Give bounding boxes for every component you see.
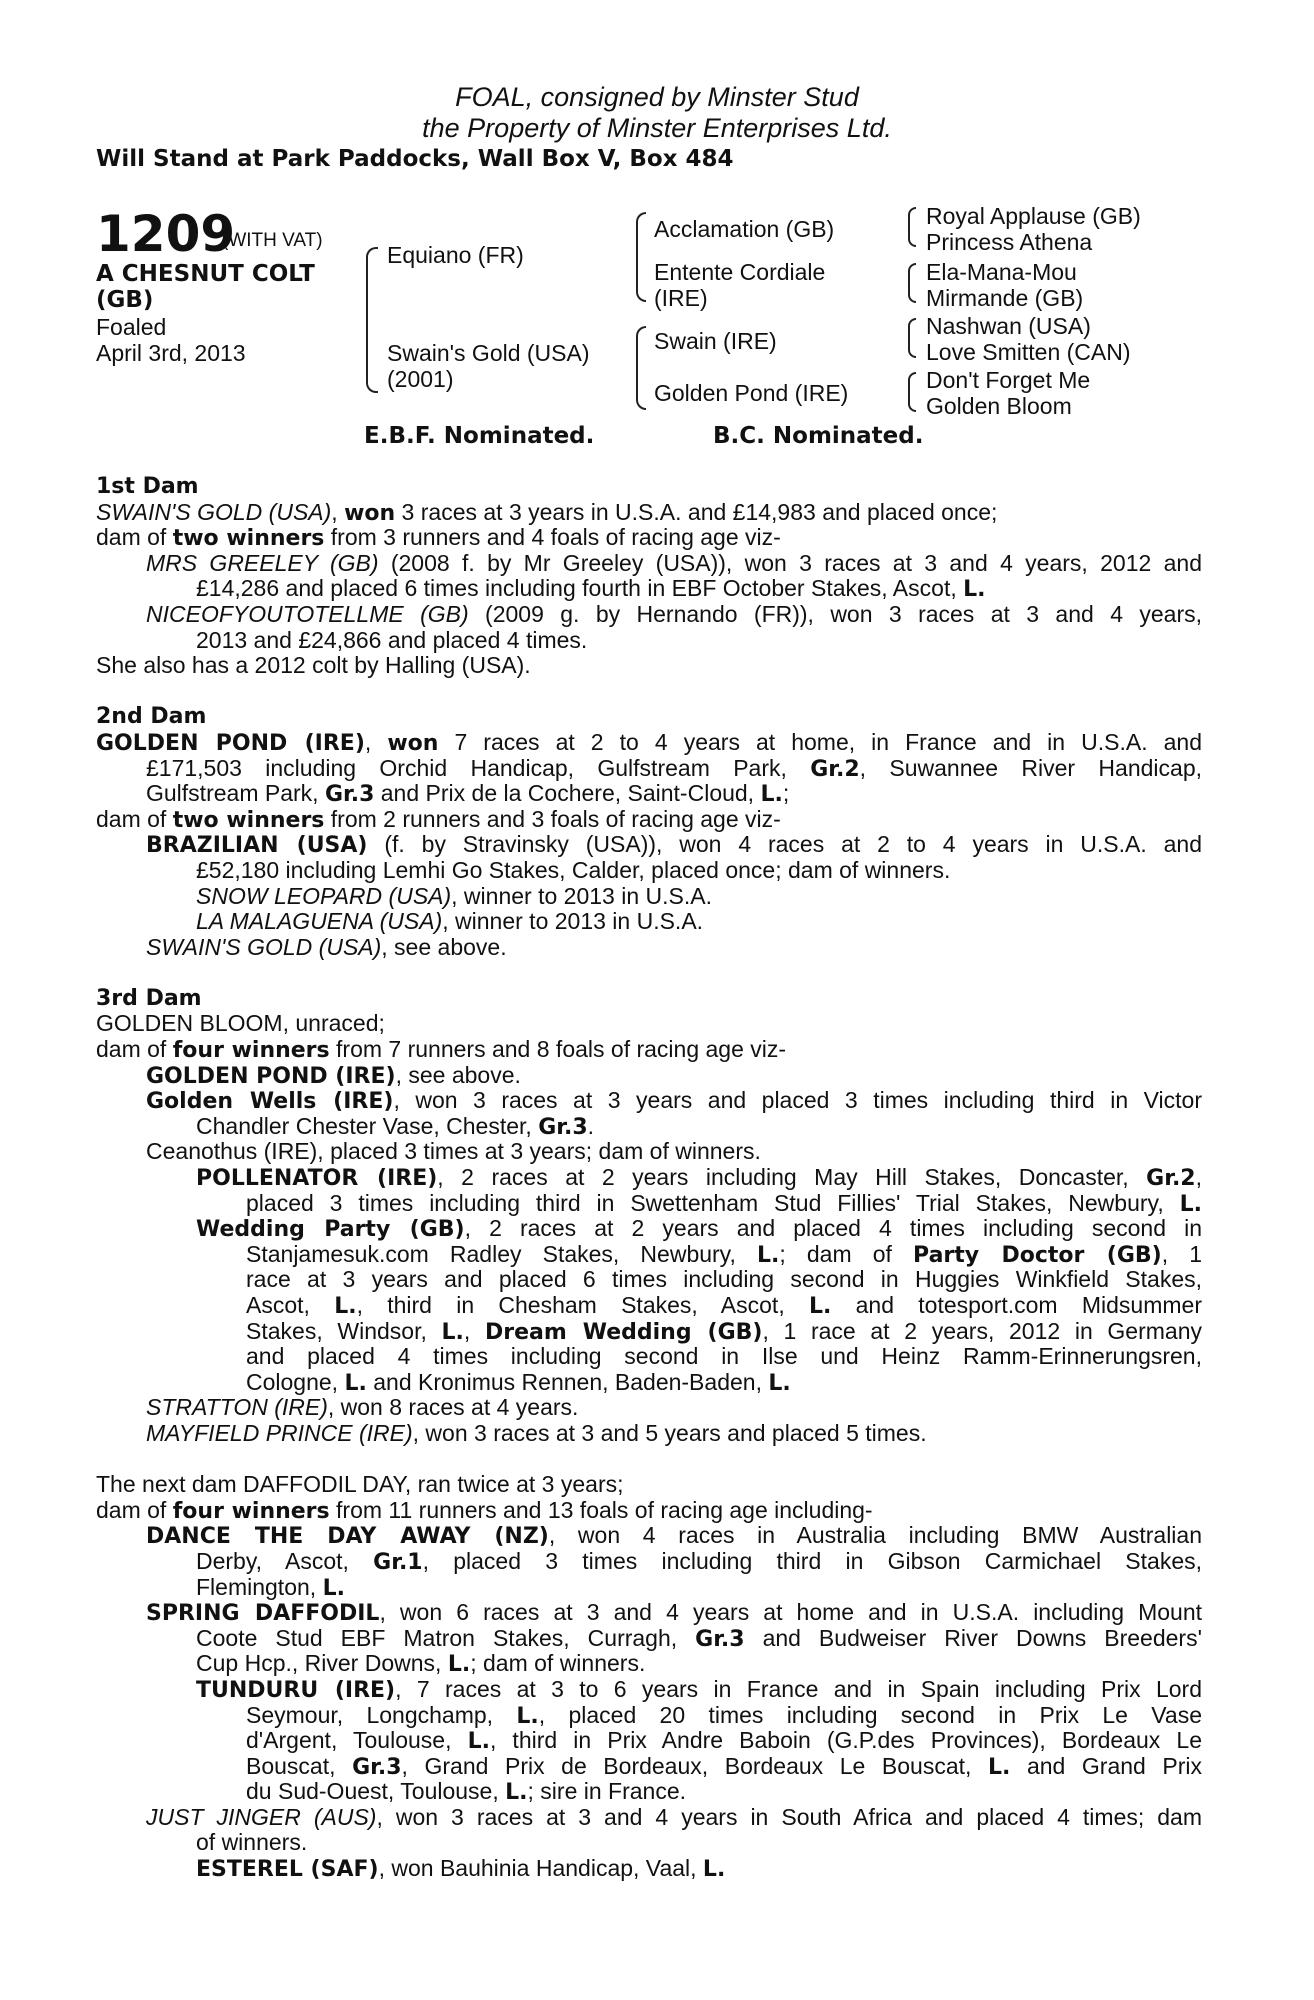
foaled-label: Foaled xyxy=(96,314,167,340)
produce-entry: Ceanothus (IRE), placed 3 times at 3 years; dam of winners. xyxy=(146,1138,761,1165)
section-heading: 1st Dam xyxy=(96,474,199,499)
pedigree-brace xyxy=(636,326,646,410)
produce-entry-cont: Cologne, L. and Kronimus Rennen, Baden-Baden, L. xyxy=(246,1368,791,1396)
dam-sire-sire: Nashwan (USA) xyxy=(926,313,1091,339)
vat-label: (WITH VAT) xyxy=(222,230,323,251)
produce-summary: dam of four winners from 11 runners and 13 foals of racing age including- xyxy=(96,1496,873,1524)
dam-line: GOLDEN BLOOM, unraced; xyxy=(96,1010,385,1037)
produce-entry-cont: Derby, Ascot, Gr.1, placed 3 times including third in Gibson Carmichael Stakes, xyxy=(196,1548,1202,1575)
dam-year: (2001) xyxy=(387,366,454,392)
produce-entry: ESTEREL (SAF), won Bauhinia Handicap, Vaal, L. xyxy=(196,1855,726,1883)
produce-entry: STRATTON (IRE), won 8 races at 4 years. xyxy=(146,1394,579,1421)
section-heading: 2nd Dam xyxy=(96,704,207,730)
sire-sire: Acclamation (GB) xyxy=(654,216,835,242)
produce-entry: GOLDEN POND (IRE), see above. xyxy=(146,1061,521,1089)
lot-origin: (GB) xyxy=(96,287,154,313)
produce-entry-cont: Stanjamesuk.com Radley Stakes, Newbury, L.; dam of Party Doctor (GB), 1 xyxy=(246,1241,1202,1268)
produce-summary: dam of two winners from 3 runners and 4 foals of racing age viz- xyxy=(96,524,781,552)
produce-entry: Wedding Party (GB), 2 races at 2 years and placed 4 times including second in xyxy=(196,1216,1202,1242)
second-dam-section xyxy=(96,704,1202,960)
dam-line: The next dam DAFFODIL DAY, ran twice at 3 years; xyxy=(96,1471,624,1498)
catalogue-body xyxy=(96,474,1202,1882)
produce-entry: NICEOFYOUTOTELLME (GB) (2009 g. by Hernando (FR)), won 3 races at 3 and 4 years, xyxy=(146,601,1202,627)
produce-entry: DANCE THE DAY AWAY (NZ), won 4 races in Australia including BMW Australian xyxy=(146,1523,1202,1549)
produce-entry-cont: and placed 4 times including second in Ilse und Heinz Ramm-Erinnerungsren, xyxy=(246,1344,1202,1370)
lot-description: A CHESNUT COLT xyxy=(96,261,315,287)
produce-entry-cont: of winners. xyxy=(196,1829,308,1856)
lot-number: 1209 xyxy=(96,205,236,263)
produce-entry-cont: Stakes, Windsor, L., Dream Wedding (GB), 1 race at 2 years, 2012 in Germany xyxy=(246,1318,1202,1345)
section-heading: 3rd Dam xyxy=(96,985,202,1011)
produce-entry-cont: £52,180 including Lemhi Go Stakes, Calder, placed once; dam of winners. xyxy=(196,856,951,883)
sire-dam-dam: Mirmande (GB) xyxy=(926,285,1084,311)
produce-entry-cont: Bouscat, Gr.3, Grand Prix de Bordeaux, Bordeaux Le Bouscat, L. and Grand Prix xyxy=(246,1753,1202,1780)
produce-summary: dam of two winners from 2 runners and 3 foals of racing age viz- xyxy=(96,805,781,833)
consignor-line: FOAL, consigned by Minster Stud xyxy=(455,82,859,112)
dam-line-cont: £171,503 including Orchid Handicap, Gulfstream Park, Gr.2, Suwannee River Handicap, xyxy=(146,755,1202,782)
dam-dam-dam: Golden Bloom xyxy=(926,393,1072,419)
stand-location: Will Stand at Park Paddocks, Wall Box V, Box 484 xyxy=(96,146,734,172)
dam-line: GOLDEN POND (IRE), won 7 races at 2 to 4 years at home, in France and in U.S.A. and xyxy=(96,729,1202,756)
dam-sire: Swain (IRE) xyxy=(654,328,777,354)
produce-note: She also has a 2012 colt by Halling (USA). xyxy=(96,652,531,679)
dam-dam: Golden Pond (IRE) xyxy=(654,380,849,406)
produce-entry: Golden Wells (IRE), won 3 races at 3 years and placed 3 times including third in Victor xyxy=(146,1088,1202,1114)
produce-entry-cont: Chandler Chester Vase, Chester, Gr.3. xyxy=(196,1112,595,1140)
dam-dam-sire: Don't Forget Me xyxy=(926,367,1091,393)
produce-entry: TUNDURU (IRE), 7 races at 3 to 6 years in France and in Spain including Prix Lord xyxy=(196,1676,1202,1703)
produce-entry: SPRING DAFFODIL, won 6 races at 3 and 4 years at home and in U.S.A. including Mount xyxy=(146,1600,1202,1626)
sire-dam-sire: Ela-Mana-Mou xyxy=(926,259,1077,285)
produce-entry-cont: race at 3 years and placed 6 times including second in Huggies Winkfield Stakes, xyxy=(246,1267,1202,1293)
produce-entry-cont: Seymour, Longchamp, L., placed 20 times including second in Prix Le Vase xyxy=(246,1702,1202,1729)
dam-sire-dam: Love Smitten (CAN) xyxy=(926,339,1131,365)
pedigree-brace xyxy=(636,212,646,302)
pedigree-brace xyxy=(908,263,916,303)
produce-entry: LA MALAGUENA (USA), winner to 2013 in U.S.A. xyxy=(196,908,704,935)
pedigree-brace xyxy=(908,318,916,358)
sire-dam: Entente Cordiale xyxy=(654,259,826,285)
produce-entry-cont: placed 3 times including third in Swettenham Stud Fillies' Trial Stakes, Newbury, L. xyxy=(246,1190,1202,1217)
produce-entry: SNOW LEOPARD (USA), winner to 2013 in U.S.A. xyxy=(196,882,712,909)
sire: Equiano (FR) xyxy=(387,242,524,268)
foaled-date: April 3rd, 2013 xyxy=(96,340,246,366)
produce-entry: MRS GREELEY (GB) (2008 f. by Mr Greeley (USA)), won 3 races at 3 and 4 years, 2012 and xyxy=(146,550,1202,576)
produce-entry: JUST JINGER (AUS), won 3 races at 3 and 4 years in South Africa and placed 4 times; dam xyxy=(146,1804,1202,1830)
ebf-nominated: E.B.F. Nominated. xyxy=(364,423,595,449)
first-dam-section xyxy=(96,474,1202,679)
produce-summary: dam of four winners from 7 runners and 8 foals of racing age viz- xyxy=(96,1036,787,1064)
next-dam-section xyxy=(96,1472,1202,1882)
produce-entry-cont: Coote Stud EBF Matron Stakes, Curragh, Gr.3 and Budweiser River Downs Breeders' xyxy=(196,1625,1202,1652)
produce-entry: SWAIN'S GOLD (USA), see above. xyxy=(146,933,507,960)
owner-line: the Property of Minster Enterprises Ltd. xyxy=(422,113,892,143)
produce-entry: POLLENATOR (IRE), 2 races at 2 years including May Hill Stakes, Doncaster, Gr.2, xyxy=(196,1165,1202,1191)
sire-sire-sire: Royal Applause (GB) xyxy=(926,203,1141,229)
produce-entry-cont: £14,286 and placed 6 times including fourth in EBF October Stakes, Ascot, L. xyxy=(196,575,986,603)
produce-entry-cont: 2013 and £24,866 and placed 4 times. xyxy=(196,626,588,653)
pedigree-brace xyxy=(908,207,916,247)
produce-entry-cont: Ascot, L., third in Chesham Stakes, Ascot, L. and totesport.com Midsummer xyxy=(246,1293,1202,1319)
produce-entry-cont: Flemington, L. xyxy=(196,1573,345,1601)
produce-entry: MAYFIELD PRINCE (IRE), won 3 races at 3 and 5 years and placed 5 times. xyxy=(146,1419,927,1446)
dam-line: SWAIN'S GOLD (USA), won 3 races at 3 years in U.S.A. and £14,983 and placed once; xyxy=(96,498,998,526)
third-dam-section xyxy=(96,986,1202,1447)
dam-line-cont: Gulfstream Park, Gr.3 and Prix de la Cochere, Saint-Cloud, L.; xyxy=(146,780,790,808)
produce-entry: BRAZILIAN (USA) (f. by Stravinsky (USA)), won 4 races at 2 to 4 years in U.S.A. and xyxy=(146,832,1202,858)
produce-entry-cont: Cup Hcp., River Downs, L.; dam of winners. xyxy=(196,1650,646,1678)
pedigree-brace xyxy=(908,372,916,412)
produce-entry-cont: du Sud-Ouest, Toulouse, L.; sire in France. xyxy=(246,1778,687,1806)
produce-entry-cont: d'Argent, Toulouse, L., third in Prix Andre Baboin (G.P.des Provinces), Bordeaux Le xyxy=(246,1728,1202,1754)
bc-nominated: B.C. Nominated. xyxy=(713,423,924,449)
pedigree-brace xyxy=(366,247,378,393)
sire-sire-dam: Princess Athena xyxy=(926,229,1093,255)
dam: Swain's Gold (USA) xyxy=(387,340,590,366)
sire-dam-origin: (IRE) xyxy=(654,285,708,311)
